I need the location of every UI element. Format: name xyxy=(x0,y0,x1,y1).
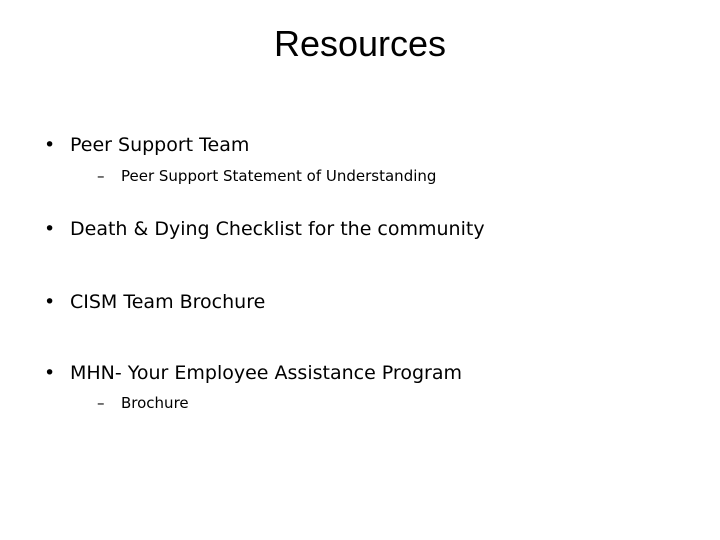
bullet-item-cism-team-brochure xyxy=(44,288,265,316)
bullet-marker: • xyxy=(44,291,56,313)
bullet-item-mhn-eap xyxy=(44,359,462,387)
subitem-text: Peer Support Statement of Understanding xyxy=(121,167,437,185)
subitem-text: Brochure xyxy=(121,394,189,412)
bullet-item-death-dying-checklist xyxy=(44,215,485,243)
bullet-text: Death & Dying Checklist for the community xyxy=(70,218,485,240)
subitem-brochure xyxy=(97,392,189,414)
subitem-peer-support-statement xyxy=(97,165,436,187)
bullet-marker: • xyxy=(44,218,56,240)
bullet-item-peer-support-team xyxy=(44,131,249,159)
bullet-text: CISM Team Brochure xyxy=(70,291,266,313)
sub-bullet-marker: – xyxy=(97,394,105,412)
bullet-text: MHN- Your Employee Assistance Program xyxy=(70,362,462,384)
slide-title: Resources xyxy=(273,23,447,64)
bullet-text: Peer Support Team xyxy=(70,134,250,156)
sub-bullet-marker: – xyxy=(97,167,105,185)
bullet-marker: • xyxy=(44,134,56,156)
bullet-marker: • xyxy=(44,362,56,384)
